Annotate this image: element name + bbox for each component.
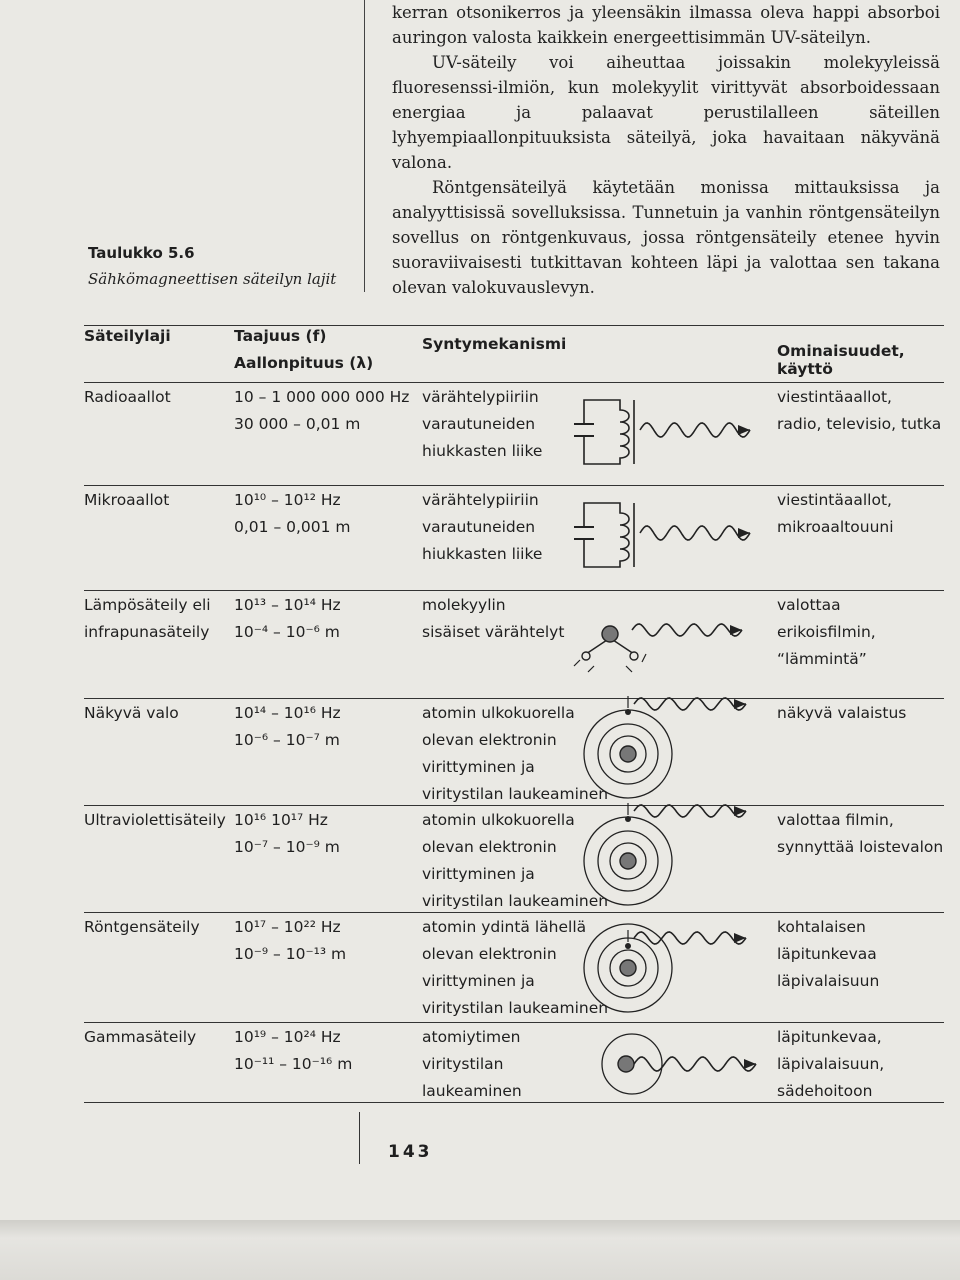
mechanism-line: atomin ulkokuorella — [422, 811, 575, 829]
paragraph-uv — [392, 50, 940, 175]
atom-icon — [582, 652, 590, 660]
header-use: Ominaisuudet, käyttö — [777, 342, 905, 378]
nucleus-icon — [620, 960, 636, 976]
radiation-type-line: Radioaallot — [84, 388, 171, 406]
vibration-arrow-icon — [588, 666, 594, 672]
paragraph-ozone: kerran otsonikerros ja yleensäkin ilmassa oleva happi absorboi auringon valosta kaikkein energeettisimmän UV-säteilyn. — [392, 3, 940, 47]
atom-inner-shell-figure — [584, 916, 764, 1016]
header-top-rule — [84, 325, 944, 326]
wave-line — [632, 624, 742, 636]
radiation-type-line: Gammasäteily — [84, 1028, 197, 1046]
frequency-range-line: 0,01 – 0,001 m — [234, 518, 351, 536]
frequency-range-line: 10 – 1 000 000 000 Hz — [234, 388, 410, 406]
radiation-type — [84, 592, 211, 646]
row-rule — [84, 698, 944, 699]
frequency-range — [234, 1024, 352, 1078]
paragraph-uv-text: UV-säteily voi aiheuttaa joissakin molekyyleissä fluoresenssi-ilmiön, kun molekyylit virittyvät absorboidessaan energiaa ja palaavat perustilalleen säteillen lyhyempiaallonpituuksista säteilyä, joka havaitaan näkyvänä valona. — [392, 53, 940, 172]
vibration-arrow-icon — [574, 660, 580, 666]
mechanism — [422, 1024, 522, 1105]
use-line: kohtalaisen — [777, 918, 866, 936]
row-rule — [84, 1022, 944, 1023]
coil-inductor — [600, 400, 629, 464]
use — [777, 807, 943, 861]
table-row — [84, 485, 944, 590]
table-row — [84, 805, 944, 912]
mechanism-line: hiukkasten liike — [422, 545, 543, 563]
radiation-type — [84, 487, 169, 514]
table-row — [84, 1022, 944, 1102]
wave-line — [634, 698, 746, 710]
row-rule — [84, 485, 944, 486]
mechanism-line: sisäiset värähtelyt — [422, 623, 565, 641]
mechanism — [422, 700, 608, 808]
mechanism — [422, 914, 608, 1022]
wave-line — [640, 526, 750, 540]
frequency-range-line: 30 000 – 0,01 m — [234, 415, 361, 433]
mechanism-line: värähtelypiiriin — [422, 491, 539, 509]
use — [777, 700, 906, 727]
mechanism-line: virittyminen ja — [422, 972, 535, 990]
header-type: Säteilylaji — [84, 327, 171, 345]
row-rule — [84, 912, 944, 913]
radiation-type-line: Näkyvä valo — [84, 704, 179, 722]
nucleus-icon — [620, 853, 636, 869]
electron-icon — [625, 943, 631, 949]
row-rule — [84, 590, 944, 591]
row-rule — [84, 805, 944, 806]
header-frequency: Taajuus (f) — [234, 327, 327, 345]
mechanism-line: varautuneiden — [422, 415, 536, 433]
wave-line — [634, 1057, 756, 1071]
mechanism-line: varautuneiden — [422, 518, 536, 536]
nucleus-icon — [618, 1056, 634, 1072]
use-line: läpivalaisuun, — [777, 1055, 885, 1073]
mechanism-line: viritystilan laukeaminen — [422, 999, 609, 1017]
frequency-range-line: 10⁻⁶ – 10⁻⁷ m — [234, 731, 340, 749]
atom-icon — [630, 652, 638, 660]
frequency-range — [234, 807, 340, 861]
table-caption — [88, 244, 336, 288]
radiation-type — [84, 384, 171, 411]
mechanism — [422, 384, 542, 465]
table-row — [84, 912, 944, 1022]
frequency-range-line: 10¹⁰ – 10¹² Hz — [234, 491, 341, 509]
radiation-type — [84, 807, 226, 834]
frequency-range-line: 10¹³ – 10¹⁴ Hz — [234, 596, 341, 614]
mechanism-line: virittyminen ja — [422, 758, 535, 776]
mechanism-line: atomiytimen — [422, 1028, 521, 1046]
wave-line — [640, 423, 750, 437]
use-line: valottaa erikoisfilmin, — [777, 596, 876, 641]
radiation-type-line: Röntgensäteily — [84, 918, 200, 936]
use — [777, 487, 894, 541]
table-row — [84, 698, 944, 805]
radiation-type-line: infrapunasäteily — [84, 623, 210, 641]
atom-icon — [602, 626, 618, 642]
mechanism-line: hiukkasten liike — [422, 442, 543, 460]
circuit-wire — [584, 503, 600, 527]
next-page-edge — [0, 1220, 960, 1280]
mechanism-line: atomin ulkokuorella — [422, 704, 575, 722]
use-line: synnyttää loistevalon — [777, 838, 944, 856]
use — [777, 914, 879, 995]
use-line: viestintäaallot, — [777, 388, 892, 406]
table-row — [84, 590, 944, 698]
use-line: läpitunkevaa — [777, 945, 877, 963]
mechanism-line: olevan elektronin — [422, 945, 557, 963]
circuit-wire — [584, 436, 600, 464]
use — [777, 592, 944, 673]
frequency-range-line: 10⁻⁷ – 10⁻⁹ m — [234, 838, 340, 856]
mechanism — [422, 487, 542, 568]
mechanism-line: värähtelypiiriin — [422, 388, 539, 406]
table-caption-title: Taulukko 5.6 — [88, 244, 195, 262]
electron-icon — [625, 709, 631, 715]
mechanism — [422, 807, 608, 915]
wave-line — [634, 932, 746, 944]
radiation-type-line: Mikroaallot — [84, 491, 170, 509]
lc-circuit-wave-figure — [580, 394, 760, 494]
frequency-range — [234, 700, 341, 754]
mechanism-line: molekyylin — [422, 596, 506, 614]
lc-circuit-wave-figure — [580, 497, 760, 597]
header-mechanism: Syntymekanismi — [422, 335, 567, 353]
mechanism-line: laukeaminen — [422, 1082, 522, 1100]
mechanism-line: olevan elektronin — [422, 731, 557, 749]
coil-inductor — [600, 503, 629, 567]
use-line: läpivalaisuun — [777, 972, 880, 990]
mechanism-line: viritystilan laukeaminen — [422, 892, 609, 910]
wave-line — [634, 805, 746, 817]
mechanism — [422, 592, 564, 646]
frequency-range-line: 10⁻⁹ – 10⁻¹³ m — [234, 945, 347, 963]
radiation-type — [84, 1024, 196, 1051]
atom-outer-shell-figure — [584, 809, 764, 909]
radiation-type — [84, 700, 179, 727]
frequency-range-line: 10¹⁴ – 10¹⁶ Hz — [234, 704, 341, 722]
use-line: näkyvä valaistus — [777, 704, 907, 722]
page-number: 143 — [388, 1142, 433, 1162]
use-line: viestintäaallot, — [777, 491, 892, 509]
mechanism-line: viritystilan — [422, 1055, 504, 1073]
paragraph-xray: Röntgensäteilyä käytetään monissa mittauksissa ja analyyttisissä sovelluksissa. Tunnetuin ja vanhin röntgensäteilyn sovellus on röntgenkuvaus, jossa röntgensäteily etenee hyvin suoraviivaisesti tutkittavan kohteen läpi ja valottaa sen takana olevan valokuvauslevyn. — [392, 178, 940, 297]
frequency-range — [234, 914, 346, 968]
circuit-wire — [584, 400, 600, 424]
frequency-range-line: 10¹⁷ – 10²² Hz — [234, 918, 341, 936]
vibration-arrow-icon — [626, 666, 632, 672]
row-rule — [84, 382, 944, 383]
use-line: läpitunkevaa, — [777, 1028, 882, 1046]
atom-outer-shell-figure — [584, 702, 764, 802]
use — [777, 1024, 884, 1105]
frequency-range-line: 10¹⁶ 10¹⁷ Hz — [234, 811, 328, 829]
radiation-type-line: Ultraviolettisäteily — [84, 811, 226, 829]
frequency-range — [234, 592, 341, 646]
mechanism-line: viritystilan laukeaminen — [422, 785, 609, 803]
frequency-range — [234, 487, 351, 541]
radiation-type — [84, 914, 200, 941]
frequency-range-line: 10⁻⁴ – 10⁻⁶ m — [234, 623, 340, 641]
electron-icon — [625, 816, 631, 822]
nucleus-wave-figure — [592, 1024, 772, 1124]
mechanism-line: virittyminen ja — [422, 865, 535, 883]
mechanism-line: olevan elektronin — [422, 838, 557, 856]
table-row — [84, 382, 944, 485]
frequency-range-line: 10⁻¹¹ – 10⁻¹⁶ m — [234, 1055, 353, 1073]
table-caption-subtitle: Sähkömagneettisen säteilyn lajit — [88, 270, 337, 288]
body-text — [392, 0, 940, 300]
column-divider — [364, 0, 365, 292]
frequency-range — [234, 384, 409, 438]
radiation-type-line: Lämpösäteily eli — [84, 596, 211, 614]
circuit-wire — [584, 539, 600, 567]
use-line: sädehoitoon — [777, 1082, 873, 1100]
use-line: “lämmintä” — [777, 650, 867, 668]
mechanism-line: atomin ydintä lähellä — [422, 918, 587, 936]
page-number-rule — [359, 1112, 360, 1164]
frequency-range-line: 10¹⁹ – 10²⁴ Hz — [234, 1028, 341, 1046]
header-wavelength: Aallonpituus (λ) — [234, 354, 374, 372]
vibration-arrow-icon — [642, 654, 646, 662]
use-line: mikroaaltouuni — [777, 518, 894, 536]
use-line: radio, televisio, tutka — [777, 415, 942, 433]
nucleus-icon — [620, 746, 636, 762]
use — [777, 384, 941, 438]
molecule-wave-figure — [574, 604, 754, 704]
use-line: valottaa filmin, — [777, 811, 894, 829]
table-bottom-rule — [84, 1102, 944, 1103]
